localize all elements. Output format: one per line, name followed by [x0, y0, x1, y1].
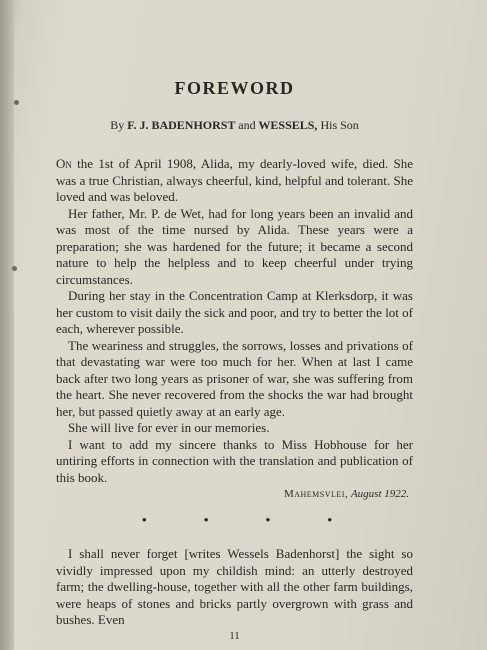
paragraph: I shall never forget [writes Wessels Badenhorst] the sight so vividly impressed upon my childish mind: an utterly destroyed farm; the dwelling-house, together with all the other farm buildings, were heaps of stones and bricks partly overgrown with grass and bushes. Even — [56, 546, 413, 627]
paragraph: She will live for ever in our memories. — [68, 420, 270, 435]
byline-and: and — [238, 118, 256, 132]
paragraph: Her father, Mr. P. de Wet, had for long years been an invalid and was most of the time nursed by Alida. These years were a preparation; she was hardened for the future; it became a second nature to help the helpless and to keep cheerful under trying circumstances. — [56, 205, 413, 287]
byline — [56, 118, 413, 133]
separator-dot: • — [265, 512, 271, 527]
separator-dot: • — [203, 512, 209, 527]
page-title: FOREWORD — [174, 78, 295, 98]
byline-prefix: By — [110, 118, 125, 132]
page-number: 11 — [229, 629, 240, 642]
byline-authors: F. J. BADENHORST — [127, 118, 236, 132]
paragraph: The weariness and struggles, the sorrows, losses and privations of that devastating war were too much for her. When at last I came back after two long years as prisoner of war, she was suffering from the heart. She never recovered from the shocks the war had brought her, but passed quietly away at an early age. — [56, 337, 413, 419]
margin-mark — [12, 266, 17, 271]
page-gutter — [0, 0, 14, 650]
signature-date: August 1922. — [350, 488, 409, 500]
paragraph-text: the 1st of April 1908, Alida, my dearly-loved wife, died. She was a true Christian, always cheerful, kind, helpful and tolerant. She loved and was beloved. — [56, 156, 413, 204]
lead-word: On — [56, 156, 72, 171]
margin-mark — [14, 100, 19, 105]
byline-his-son: His Son — [320, 118, 359, 132]
signature — [56, 488, 409, 500]
byline-son-name: WESSELS, — [258, 118, 318, 132]
paragraph: I want to add my sincere thanks to Miss Hobhouse for her untiring efforts in connection with the translation and publication of this book. — [56, 436, 413, 485]
paragraph: During her stay in the Concentration Camp at Klerksdorp, it was her custom to visit daily the sick and poor, and try to better the lot of each, wherever possible. — [56, 288, 413, 336]
paragraph — [56, 156, 413, 206]
section-separator — [142, 512, 332, 528]
page-content — [56, 78, 413, 642]
separator-dot: • — [142, 512, 147, 527]
separator-dot: • — [327, 512, 332, 527]
signature-place: Mahemsvlei, — [283, 488, 349, 500]
